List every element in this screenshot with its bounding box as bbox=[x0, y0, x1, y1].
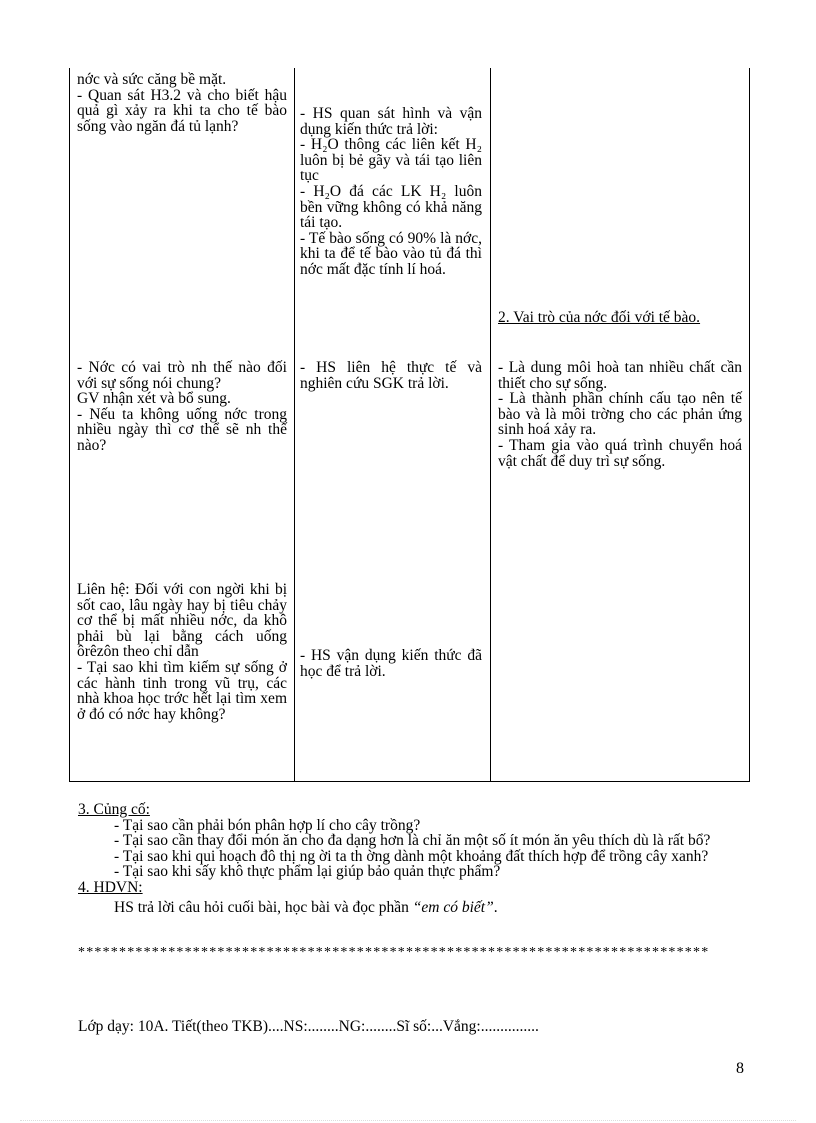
text-line: - Là thành phần chính cấu tạo nên tế bào và là môi trờng cho các phản ứng sinh hoá xảy ra. bbox=[498, 390, 742, 439]
text-line: - Nớc có vai trò nh thế nào đối với sự sống nói chung? bbox=[77, 359, 287, 392]
question-item: - Tại sao khi sấy khô thực phẩm lại giúp bảo quản thực phẩm? bbox=[114, 863, 501, 881]
text-line: - Tế bào sống có 90% là nớc, khi ta để tế bào vào tủ đá thì nớc mất đặc tính lí hoá. bbox=[300, 229, 482, 278]
row2-teacher-activity bbox=[77, 360, 287, 454]
consolidation-section bbox=[78, 802, 746, 915]
text-line: - Nếu ta không uống nớc trong nhiều ngày thì cơ thể sẽ nh thế nào? bbox=[77, 405, 287, 454]
text-line: - Tham gia vào quá trình chuyển hoá vật chất để duy trì sự sống. bbox=[498, 436, 742, 470]
homework-text-end: . bbox=[493, 898, 498, 916]
row1-content bbox=[498, 310, 742, 326]
text-line: GV nhận xét và bổ sung. bbox=[77, 390, 231, 408]
separator-line: ***************************************************************************** bbox=[78, 945, 710, 960]
row3-teacher-activity bbox=[77, 582, 287, 722]
consolidation-heading: 3. Củng cố: bbox=[78, 801, 150, 818]
homework-text-main: HS trả lời câu hỏi cuối bài, học bài và đọc phần bbox=[114, 898, 409, 916]
row1-teacher-activity bbox=[77, 72, 287, 134]
text-line: - Tại sao khi tìm kiếm sự sống ở các hành tinh trong vũ trụ, các nhà khoa học trớc hết lại tìm xem ở đó có nớc hay không? bbox=[77, 658, 287, 723]
text-line: Liên hệ: Đối với con ngời khi bị sốt cao, lâu ngày hay bị tiêu chảy cơ thể bị mất nhiều nớc, da khô phải bù lại bằng cách uống ôrêzôn theo chỉ dẫn bbox=[77, 581, 287, 661]
column-divider bbox=[490, 68, 491, 781]
text-line: - HS vận dụng kiến thức đã học để trả lời. bbox=[300, 647, 482, 680]
row1-student-activity bbox=[300, 106, 482, 278]
row3-student-activity bbox=[300, 648, 482, 679]
homework-italic: “em có biết” bbox=[412, 898, 494, 916]
question-item: - Tại sao khi qui hoạch đô thị ng ời ta th ờng dành một khoảng đất thích hợp để trồng cây xanh? bbox=[114, 847, 709, 865]
text-line: - H₂O đá các LK H₂ luôn bền vững không có khả năng tái tạo. bbox=[300, 182, 482, 232]
text-line: - Quan sát H3.2 và cho biết hậu quả gì xảy ra khi ta cho tế bào sống vào ngăn đá tủ lạnh? bbox=[77, 86, 287, 135]
homework-text bbox=[78, 900, 746, 916]
class-info-line: Lớp dạy: 10A. Tiết(theo TKB)....NS:........NG:........Sĩ số:...Vắng:............... bbox=[78, 1018, 539, 1035]
lesson-table bbox=[69, 68, 750, 782]
text-line: - HS liên hệ thực tế và nghiên cứu SGK trả lời. bbox=[300, 359, 482, 392]
text-line: nớc và sức căng bề mặt. bbox=[77, 71, 227, 88]
text-line: - HS quan sát hình và vận dụng kiến thức trả lời: bbox=[300, 105, 482, 138]
question-item: - Tại sao cần thay đổi món ăn cho đa dạng hơn là chỉ ăn một số ít món ăn yêu thích dù là rất bổ? bbox=[114, 832, 711, 850]
column-divider bbox=[294, 68, 295, 781]
text-line: - Là dung môi hoà tan nhiều chất cần thiết cho sự sống. bbox=[498, 359, 742, 392]
page-number: 8 bbox=[736, 1060, 744, 1077]
homework-heading: 4. HDVN: bbox=[78, 878, 143, 896]
bottom-divider bbox=[20, 1120, 796, 1121]
text-line: - H₂O thông các liên kết H₂ luôn bị bẻ gãy và tái tạo liên tục bbox=[300, 136, 482, 185]
question-item: - Tại sao cần phải bón phân hợp lí cho cây trồng? bbox=[114, 816, 421, 834]
row2-student-activity bbox=[300, 360, 482, 391]
row2-content bbox=[498, 360, 742, 469]
section-heading: 2. Vai trò của nớc đối với tế bào. bbox=[498, 309, 701, 326]
